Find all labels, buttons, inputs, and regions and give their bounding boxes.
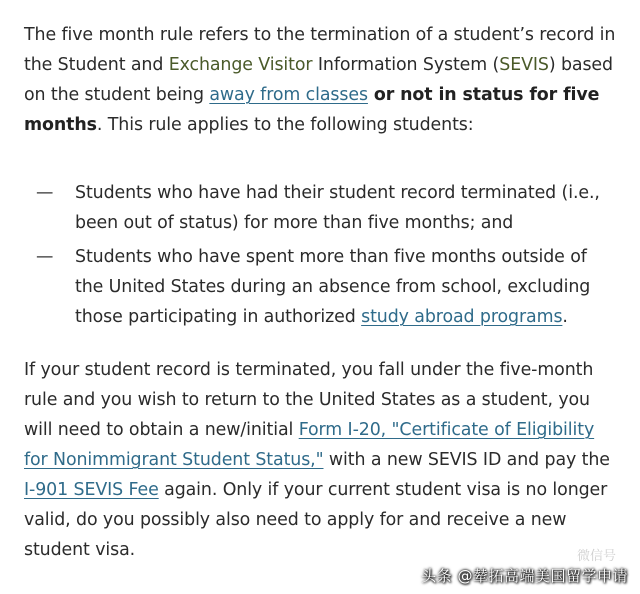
away-from-classes-link[interactable]: away from classes (209, 85, 368, 105)
list-item-text: Students who have spent more than five months outside of the United States during an absence from school, excluding those participating in authorized (75, 247, 591, 327)
list-item-end: . (562, 307, 568, 327)
intro-text-2: Information System ( (312, 55, 500, 75)
list-item-text: Students who have had their student record terminated (i.e., been out of status) for more than five months; and (75, 183, 600, 233)
termination-paragraph-wrapper (24, 355, 620, 565)
sevis-link[interactable]: SEVIS (499, 55, 549, 75)
student-criteria-list (24, 178, 620, 332)
termination-paragraph (24, 355, 620, 565)
para2-text-3: again. Only if your current student visa is no longer valid, do you possibly also need to apply for and receive a new student visa. (24, 480, 608, 560)
list-item (24, 178, 620, 238)
document-body (24, 20, 620, 140)
form-i20-link[interactable]: Form I-20, "Certificate of Eligibility for Nonimmigrant Student Status," (24, 420, 595, 470)
faint-watermark: 微信号 (576, 549, 616, 564)
intro-text-3: ) based on the student being (24, 55, 613, 105)
para2-text-2: with a new SEVIS ID and pay the (323, 450, 610, 470)
intro-paragraph (24, 20, 620, 140)
intro-bold-text: or not in status for five months (24, 85, 600, 135)
study-abroad-programs-link[interactable]: study abroad programs (361, 307, 563, 327)
source-watermark: 头条 @辇拓高端美国留学申请 (421, 567, 628, 585)
i901-sevis-fee-link[interactable]: I-901 SEVIS Fee (24, 480, 159, 500)
dash-bullet: — (36, 247, 54, 267)
intro-text-4: . This rule applies to the following students: (96, 115, 474, 135)
dash-bullet: — (36, 183, 54, 203)
list-item (24, 242, 620, 332)
para2-text-1: If your student record is terminated, you fall under the five-month rule and you wish to return to the United States as a student, you will need to obtain a new/initial (24, 360, 594, 440)
exchange-visitor-link[interactable]: Exchange Visitor (168, 55, 313, 75)
intro-text-1: The five month rule refers to the termination of a student’s record in the Student and (24, 25, 616, 75)
